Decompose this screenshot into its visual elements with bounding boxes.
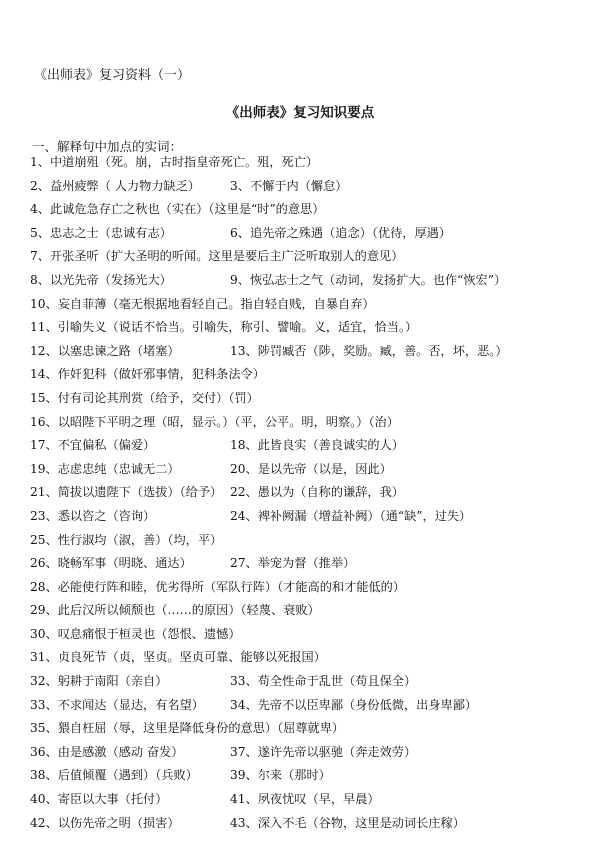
vocabulary-row — [30, 505, 590, 529]
vocabulary-item: 29、此后汉所以倾颓也（……的原因）（轻蔑、衰败） — [30, 603, 320, 618]
vocabulary-row — [30, 175, 590, 199]
vocabulary-item: 33、不求闻达（显达，有名望） — [30, 697, 204, 712]
vocabulary-list — [30, 151, 590, 835]
vocabulary-item: 24、裨补阙漏（增益补阙）（通“缺”，过失） — [230, 508, 472, 523]
vocabulary-item: 9、恢弘志士之气（动词，发扬扩大。也作“恢宏”） — [230, 272, 507, 287]
vocabulary-item: 28、必能使行阵和睦，优劣得所（军队行阵）（才能高的和才能低的） — [30, 579, 406, 594]
vocabulary-item: 23、悉以咨之（咨询） — [30, 508, 156, 523]
vocabulary-item: 25、性行淑均（淑，善）（均，平） — [30, 532, 223, 547]
vocabulary-item: 18、此皆良实（善良诚实的人） — [230, 438, 404, 453]
vocabulary-item: 38、后值倾覆（遇到）（兵败） — [30, 768, 198, 783]
vocabulary-row — [30, 198, 590, 222]
vocabulary-item: 27、举宠为督（推举） — [230, 556, 356, 571]
vocabulary-row — [30, 552, 590, 576]
vocabulary-item: 34、先帝不以臣卑鄙（身份低微，出身卑鄙） — [230, 697, 478, 712]
vocabulary-item: 42、以伤先帝之明（损害） — [30, 815, 180, 830]
vocabulary-item: 30、叹息痛恨于桓灵也（怨恨、遗憾） — [30, 626, 241, 641]
vocabulary-row — [30, 764, 590, 788]
vocabulary-row — [30, 151, 590, 175]
vocabulary-row — [30, 694, 590, 718]
section-heading: 《出师表》复习知识要点 — [225, 105, 375, 121]
document-title: 《出师表》复习资料（一） — [34, 68, 191, 83]
vocabulary-item: 10、妄自菲薄（毫无根据地看轻自己。指自轻自贱，自暴自弃） — [30, 296, 375, 311]
vocabulary-item: 1、中道崩殂（死。崩，古时指皇帝死亡。殂，死亡） — [30, 155, 319, 169]
vocabulary-item: 12、以塞忠谏之路（堵塞） — [30, 343, 180, 358]
vocabulary-item: 21、简拔以遗陛下（选拔）（给予） — [30, 485, 223, 500]
vocabulary-item: 41、夙夜忧叹（早，早晨） — [230, 792, 380, 807]
vocabulary-item: 6、追先帝之殊遇（追念）（优待，厚遇） — [230, 225, 452, 240]
vocabulary-item: 36、由是感激（感动 奋发） — [30, 744, 184, 759]
vocabulary-item: 14、作奸犯科（做奸邪事情，犯科条法令） — [30, 367, 265, 382]
vocabulary-item: 40、寄臣以大事（托付） — [30, 792, 168, 807]
vocabulary-row — [30, 576, 590, 600]
vocabulary-row — [30, 411, 590, 435]
vocabulary-item: 17、不宜偏私（偏爱） — [30, 438, 156, 453]
instruction-heading: 一、解释句中加点的实词： — [32, 139, 183, 154]
vocabulary-item: 26、晓畅军事（明晓、通达） — [30, 556, 192, 571]
vocabulary-row — [30, 316, 590, 340]
vocabulary-row — [30, 741, 590, 765]
vocabulary-item: 3、不懈于内（懈怠） — [230, 178, 348, 193]
vocabulary-item: 8、以光先帝（发扬光大） — [30, 272, 172, 287]
vocabulary-item: 33、苟全性命于乱世（苟且保全） — [230, 674, 417, 689]
vocabulary-item: 32、躬耕于南阳（亲自） — [30, 674, 168, 689]
vocabulary-item: 31、贞良死节（贞，坚贞。坚贞可靠、能够以死报国） — [30, 650, 326, 665]
vocabulary-row — [30, 481, 590, 505]
vocabulary-item: 19、志虑忠纯（忠诚无二） — [30, 461, 180, 476]
vocabulary-item: 4、此诚危急存亡之秋也（实在）（这里是“时”的意思） — [30, 202, 325, 217]
vocabulary-item: 15、付有司论其刑赏（给予，交付）（罚） — [30, 390, 259, 405]
vocabulary-item: 35、猥自枉屈（辱，这里是降低身份的意思）（屈尊就卑） — [30, 721, 345, 736]
vocabulary-item: 5、忠志之士（忠诚有志） — [30, 225, 172, 240]
vocabulary-item: 43、深入不毛（谷物，这里是动词长庄稼） — [230, 815, 465, 830]
vocabulary-row — [30, 812, 590, 836]
vocabulary-row — [30, 646, 590, 670]
vocabulary-row — [30, 458, 590, 482]
vocabulary-item: 11、引喻失义（说话不恰当。引喻失，称引、譬喻。义，适宜，恰当。） — [30, 320, 418, 335]
vocabulary-item: 39、尔来（那时） — [230, 768, 331, 783]
vocabulary-row — [30, 293, 590, 317]
vocabulary-item: 37、遂许先帝以驱驰（奔走效劳） — [230, 744, 417, 759]
vocabulary-row — [30, 245, 590, 269]
vocabulary-row — [30, 269, 590, 293]
vocabulary-item: 13、陟罚臧否（陟，奖励。臧，善。否，坏，恶。） — [230, 343, 508, 358]
vocabulary-row — [30, 434, 590, 458]
vocabulary-item: 2、益州疲弊（ 人力物力缺乏） — [30, 178, 201, 193]
vocabulary-row — [30, 529, 590, 553]
vocabulary-row — [30, 363, 590, 387]
vocabulary-item: 20、是以先帝（以是，因此） — [230, 461, 392, 476]
vocabulary-row — [30, 717, 590, 741]
vocabulary-row — [30, 623, 590, 647]
vocabulary-row — [30, 222, 590, 246]
vocabulary-row — [30, 599, 590, 623]
vocabulary-item: 16、以昭陛下平明之理（昭，显示。）（平，公平。明，明察。）（治） — [30, 414, 399, 429]
vocabulary-row — [30, 670, 590, 694]
vocabulary-row — [30, 340, 590, 364]
vocabulary-item: 7、开张圣听（扩大圣明的听闻。这里是要后主广泛听取别人的意见） — [30, 249, 404, 264]
vocabulary-item: 22、愚以为（自称的谦辞，我） — [230, 485, 404, 500]
vocabulary-row — [30, 788, 590, 812]
vocabulary-row — [30, 387, 590, 411]
